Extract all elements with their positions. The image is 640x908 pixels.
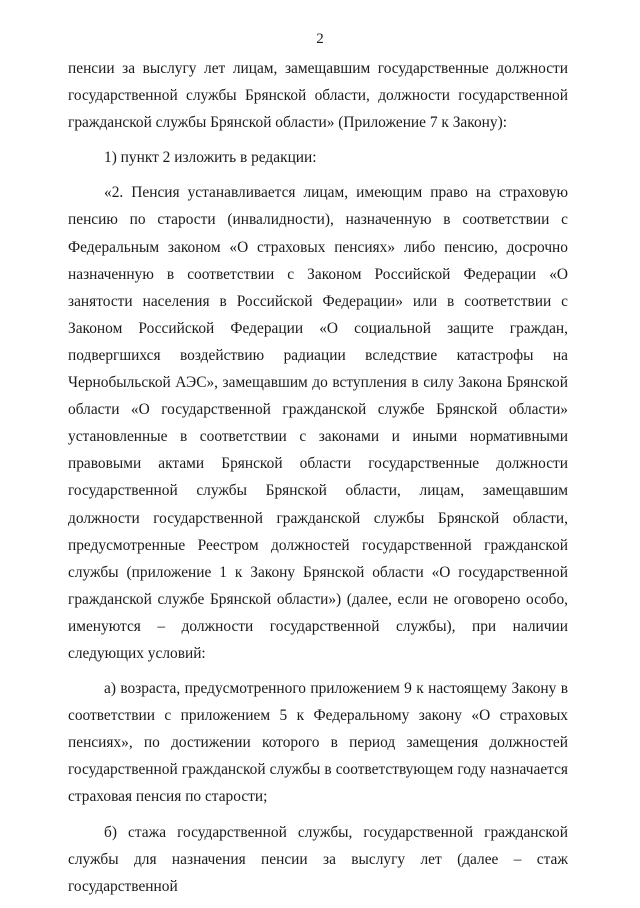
paragraph-subitem-b: б) стажа государственной службы, государственной гражданской службы для назначения пенсии за выслугу лет (далее – стаж государственной xyxy=(68,823,568,895)
page-number: 2 xyxy=(316,31,324,47)
document-body xyxy=(68,55,568,908)
paragraph-continuation: пенсии за выслугу лет лицам, замещавшим государственные должности государственной службы Брянской области, должности государственной гражданской службы Брянской области» (Приложение 7 к Закону): xyxy=(68,60,568,132)
paragraph-item-1: 1) пункт 2 изложить в редакции: xyxy=(104,149,317,167)
paragraph-point-2: «2. Пенсия устанавливается лицам, имеющим право на страховую пенсию по старости (инвалидности), назначенную в соответствии с Федеральным законом «О страховых пенсиях» либо пенсию, досрочно назначенную в соответствии с Законом Российской Федерации «О занятости населения в Российской Федерации» или в соответствии с Законом Российской Федерации «О социальной защите граждан, подвергшихся воздействию радиации вследствие катастрофы на Чернобыльской АЭС», замещавшим до вступления в силу Закона Брянской области «О государственной гражданской службе Брянской области» установленные в соответствии с законами и иными нормативными правовыми актами Брянской области государственные должности государственной службы Брянской области, лицам, замещавшим должности государственной гражданской службы Брянской области, предусмотренные Реестром должностей государственной гражданской службы (приложение 1 к Закону Брянской области «О государственной гражданской службе Брянской области») (далее, если не оговорено особо, именуются – должности государственной службы), при наличии следующих условий: xyxy=(68,184,568,662)
paragraph-subitem-a: а) возраста, предусмотренного приложением 9 к настоящему Закону в соответствии с приложением 5 к Федеральному закону «О страховых пенсиях», по достижении которого в период замещения должностей государственной гражданской службы в соответствующем году назначается страховая пенсия по старости; xyxy=(68,680,568,806)
